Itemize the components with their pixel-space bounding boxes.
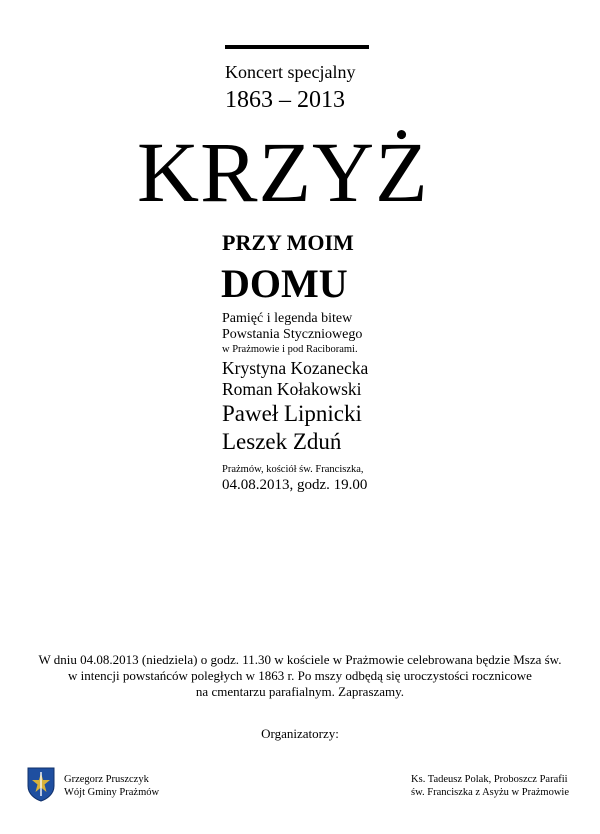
organizer-right	[411, 773, 569, 799]
poster-subtitle-line1: PRZY MOIM	[222, 230, 354, 255]
info-line: W dniu 04.08.2013 (niedziela) o godz. 11.30 w kościele w Prażmowie celebrowana będzie Msza św.	[38, 652, 562, 667]
description	[222, 311, 422, 356]
performer-name: Leszek Zduń	[222, 429, 342, 454]
performer-name: Paweł Lipnicki	[222, 401, 362, 426]
organizer-name: Grzegorz Pruszczyk	[64, 774, 149, 785]
coat-of-arms-icon	[26, 766, 56, 802]
venue: Prażmów, kościół św. Franciszka,	[222, 464, 364, 475]
event-datetime: 04.08.2013, godz. 19.00	[222, 477, 368, 493]
organizer-role: Wójt Gminy Prażmów	[64, 787, 160, 798]
description-line: Powstania Styczniowego	[222, 327, 363, 342]
performers	[222, 358, 368, 456]
performer-name: Krystyna Kozanecka	[222, 358, 369, 378]
info-paragraph	[20, 652, 580, 700]
poster-subtitle-line2: DOMU	[221, 261, 348, 306]
header	[222, 62, 462, 114]
organizers-heading: Organizatorzy:	[261, 726, 339, 741]
organizer-line: św. Franciszka z Asyżu w Prażmowie	[411, 787, 569, 798]
performer-name: Roman Kołakowski	[222, 379, 362, 399]
organizer-line: Ks. Tadeusz Polak, Proboszcz Parafii	[411, 774, 568, 785]
years: 1863 – 2013	[225, 87, 345, 113]
top-rule	[225, 45, 369, 49]
description-line: w Prażmowie i pod Raciborami.	[222, 344, 358, 355]
organizer-left	[64, 773, 159, 799]
info-line: w intencji powstańców poległych w 1863 r. Po mszy odbędą się uroczystości rocznicowe	[68, 668, 532, 683]
info-line: na cmentarzu parafialnym. Zapraszamy.	[195, 684, 405, 699]
poster-title: KRZYŻ	[137, 124, 429, 220]
concert-subtitle: Koncert specjalny	[225, 62, 356, 82]
description-line: Pamięć i legenda bitew	[222, 311, 353, 326]
